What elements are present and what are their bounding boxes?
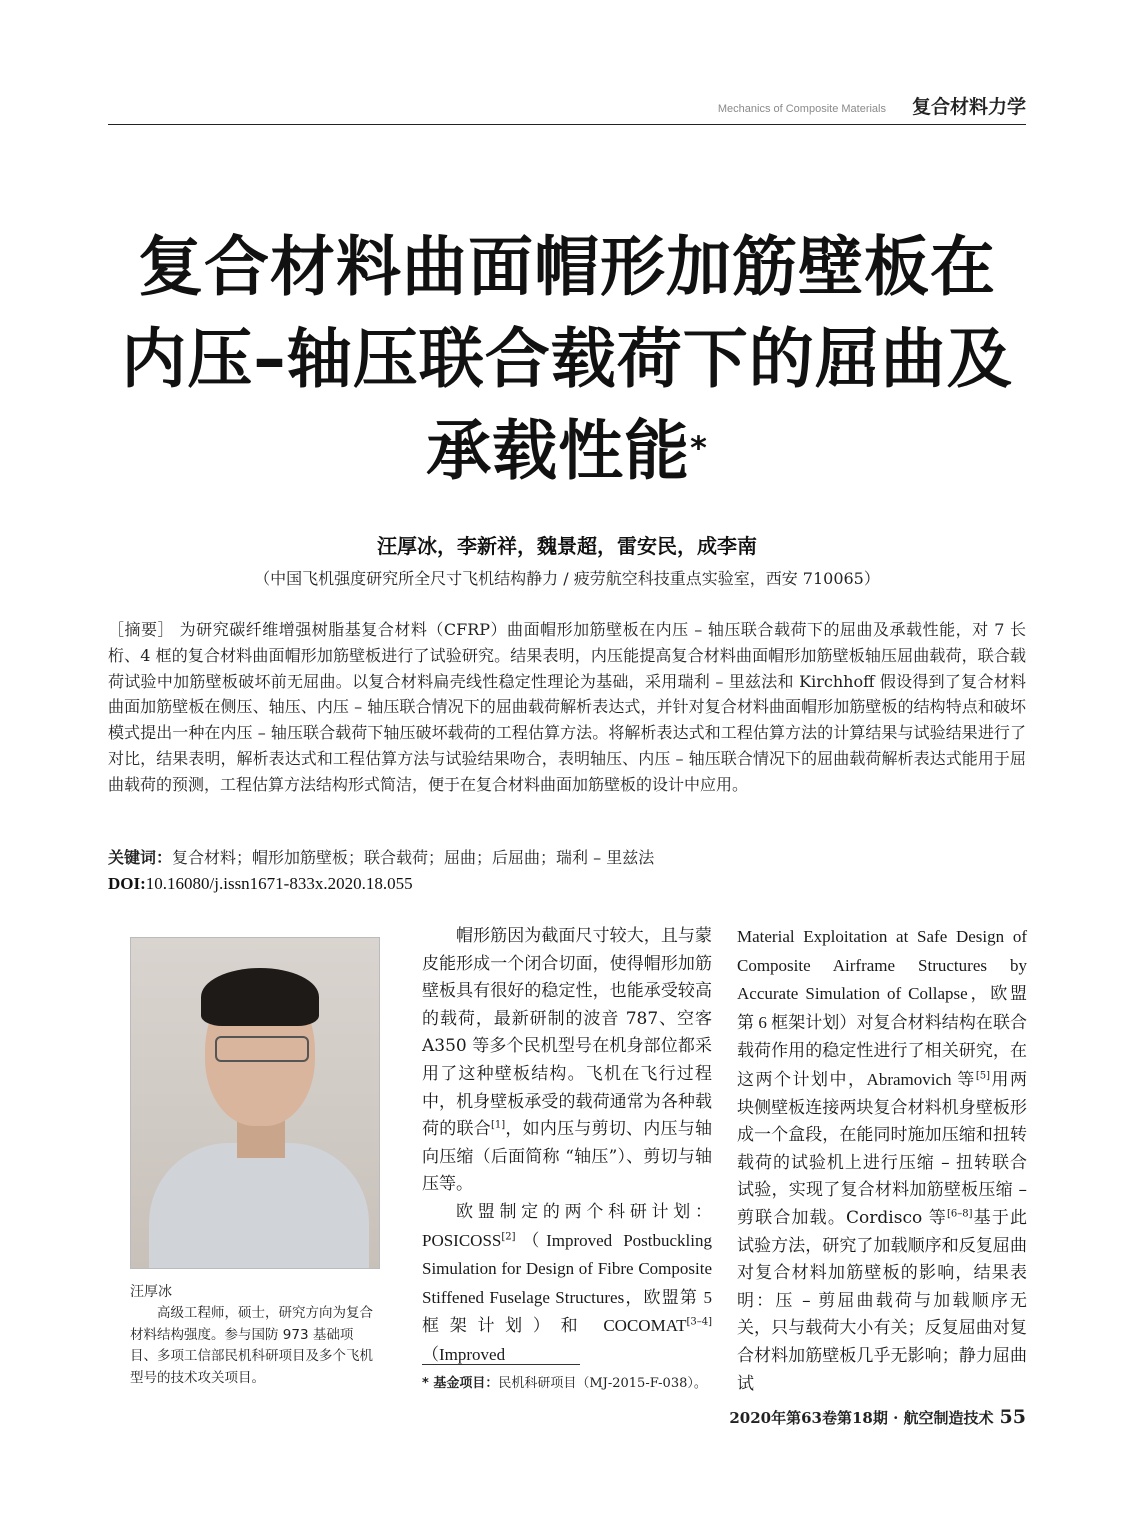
footnote-label: * 基金项目： [422,1376,499,1391]
author-list: 汪厚冰，李新祥，魏景超，雷安民，成李南 [377,534,757,558]
body-paragraph-1 [422,923,712,1199]
body-text: （Improved Postbuckling Simulation for Design of Fibre Composite Stiffened Fuselage Structures，欧盟第 5 框架计划）和 [422,1230,712,1336]
photo-glasses [215,1036,309,1062]
citation-ref: [1] [490,1119,506,1131]
citation-ref: [6–8] [946,1208,973,1220]
doi-value: 10.16080/j.issn1671-833x.2020.18.055 [145,874,413,893]
title-line-1: 复合材料曲面帽形加筋壁板在 [137,230,996,305]
citation-ref: [5] [975,1070,990,1082]
page-footer [729,1406,1026,1428]
journal-section-cn: 复合材料力学 [911,96,1026,118]
article-title [108,222,1026,498]
footnote-rule [422,1364,580,1365]
body-text: ，如内压与剪切、内压与轴向压缩（后面简称 “轴压”）、剪切与轴压等。 [422,1119,713,1195]
abstract-text: 为研究碳纤维增强树脂基复合材料（CFRP）曲面帽形加筋壁板在内压 – 轴压联合载荷下的屈曲及承载性能，对 7 长桁、4 框的复合材料曲面帽形加筋壁板进行了试验研究。结果表明，内压能提高复合材料曲面帽形加筋壁板轴压屈曲载荷，联合载荷试验中加筋壁板破坏前无屈曲。以复合材料扁壳线性稳定性理论为基础，采用瑞利 – 里兹法和 Kirchhoff 假设得到了复合材料曲面加筋壁板在侧压、轴压、内压 – 轴压联合情况下的屈曲载荷解析表达式，并针对复合材料曲面帽形加筋壁板的结构特点和破坏模式提出一种在内压 – 轴压联合载荷下轴压破坏载荷的工程估算方法。将解析表达式和工程估算方法的计算结果与试验结果进行了对比，结果表明，解析表达式和工程估算方法与试验结果吻合，表明轴压、内压 – 轴压联合情况下的屈曲载荷解析表达式能用于屈曲载荷的预测，工程估算方法结构形式简洁，便于在复合材料曲面加筋壁板的设计中应用。 [108,620,1026,794]
citation-ref: [2] [501,1230,516,1242]
journal-name-en: Mechanics of Composite Materials [717,103,886,115]
affiliation: （中国飞机强度研究所全尺寸飞机结构静力 / 疲劳航空科技重点实验室，西安 710065） [254,569,880,588]
footer-issue: 2020年第63卷第18期 · 航空制造技术 [729,1409,994,1427]
body-paragraph-2-continued [737,923,1027,1398]
title-line-3-text: 承载性能 [426,414,691,489]
footnote-text: 民机科研项目（MJ-2015-F-038）。 [498,1376,707,1391]
body-text: 欧盟制定的两个科研计划： [456,1201,712,1222]
page-number: 55 [999,1406,1026,1428]
doi-label: DOI: [108,874,146,893]
title-line-2: 内压–轴压联合载荷下的屈曲及 [121,322,1013,397]
body-text: 用两块侧壁板连接两块复合材料机身壁板形成一个盒段，在能同时施加压缩和扭转载荷的试验机上进行压缩 – 扭转联合试验，实现了复合材料加筋壁板压缩 – 剪联合加载。Cordisco 等 [737,1069,1028,1228]
author-card-bio: 高级工程师，硕士，研究方向为复合材料结构强度。参与国防 973 基础项目、多项工信部民机科研项目及多个飞机型号的技术攻关项目。 [130,1305,373,1386]
author-photo [130,937,380,1269]
body-text: Material Exploitation at Safe Design of Composite Airframe Structures by Accurate Simulation of Collapse，欧盟第 6 框架计划）对复合材料结构在联合载荷作用的稳定性进行了相关研究，在这两个计划中，Abramovich 等 [737,927,1027,1089]
photo-hair [201,968,319,1026]
body-text: 基于此试验方法，研究了加载顺序和反复屈曲对复合材料加筋壁板的影响，结果表明：压 – 剪屈曲载荷与加载顺序无关，只与载荷大小有关；反复屈曲对复合材料加筋壁板几乎无影响；静力屈曲试 [737,1207,1027,1394]
abstract-label: ［摘要］ [108,620,175,639]
abstract [108,617,1026,798]
doi [108,872,1026,896]
keywords [108,845,1026,870]
project-name: POSICOSS [422,1230,502,1250]
title-footnote-mark: * [690,429,708,467]
body-text: 帽形筋因为截面尺寸较大，且与蒙皮能形成一个闭合切面，使得帽形加筋壁板具有很好的稳定性，也能承受较高的载荷，最新研制的波音 787、空客 A350 等多个民机型号在机身部位都采用了这种壁板结构。飞机在飞行过程中，机身壁板承受的载荷通常为各种载荷的联合 [422,926,712,1140]
keywords-text: 复合材料；帽形加筋壁板；联合载荷；屈曲；后屈曲；瑞利 – 里兹法 [172,848,655,867]
citation-ref: [3–4] [686,1316,712,1328]
footnote [422,1372,722,1391]
body-column-2 [422,923,712,1370]
keywords-label: 关键词： [108,848,173,867]
project-name: COCOMAT [603,1316,687,1336]
running-header [108,88,1026,125]
body-column-3 [737,923,1027,1398]
body-paragraph-2 [422,1199,712,1370]
body-text: （Improved [422,1344,506,1364]
title-line-3 [108,406,1026,498]
author-card-name: 汪厚冰 [130,1284,172,1300]
photo-shirt [149,1143,369,1269]
